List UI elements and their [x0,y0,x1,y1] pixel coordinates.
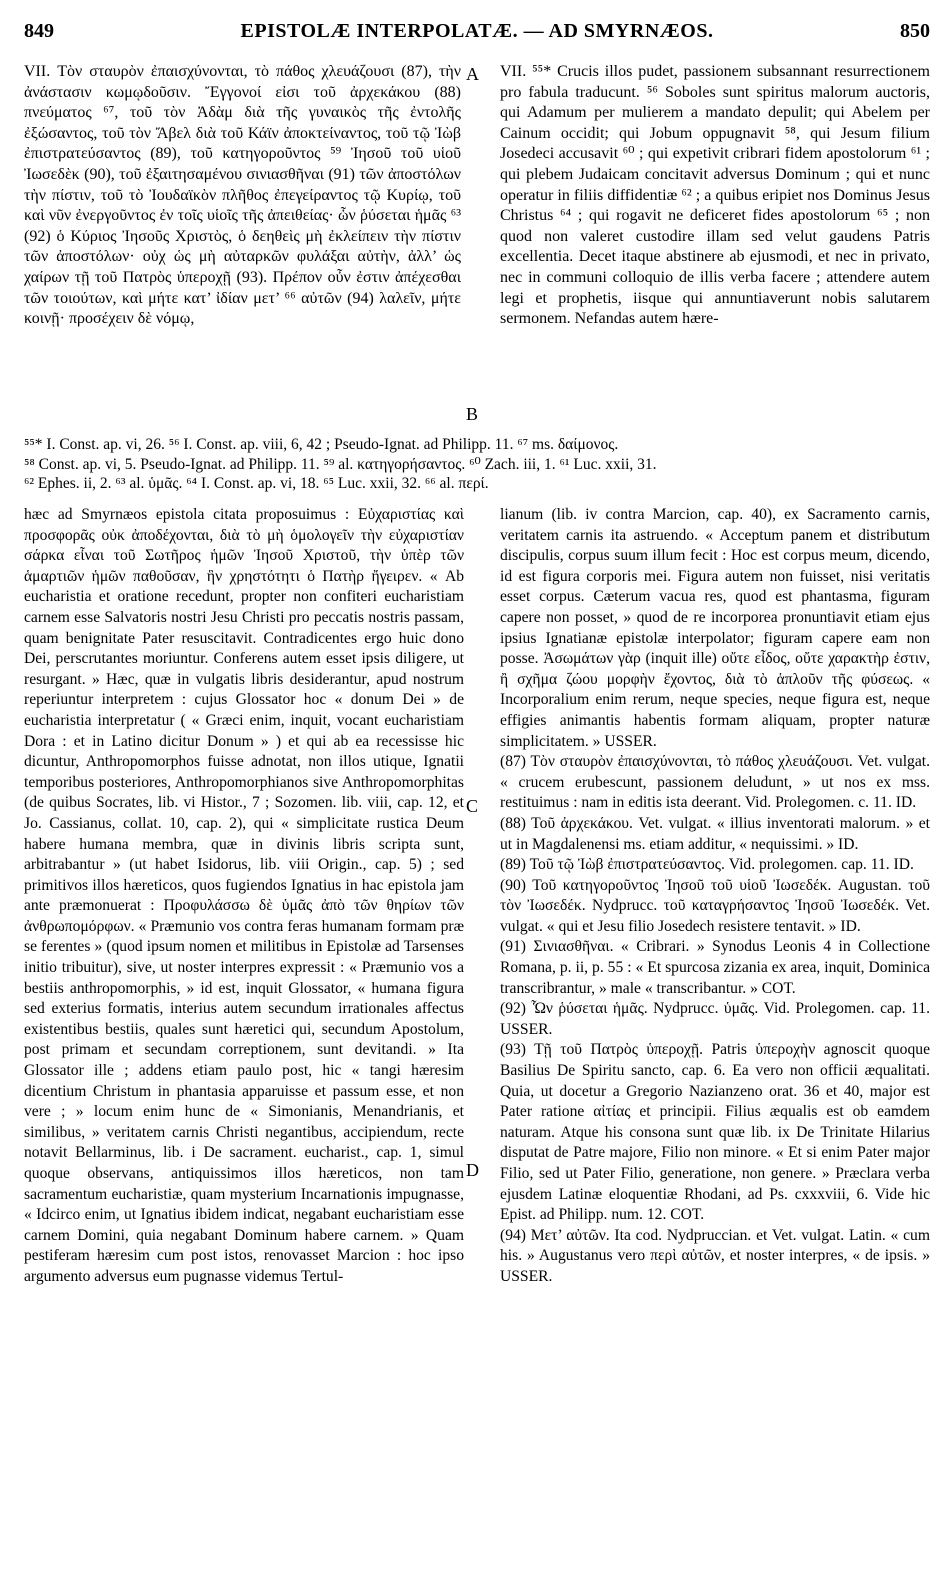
latin-text-column [500,62,930,330]
commentary-paragraph: lianum (lib. iv contra Marcion, cap. 40), ex Sacramento carnis, veritatem carnis ita astruendo. « Acceptum panem et distributum discipulis, corpus suum illum fecit : Hoc est corpus meum, dicendo, id est figura corporis mei. Figura autem non fuisset, nisi veritatis esset corpus. Cæterum vacua res, quod est phantasma, figuram capere non posset, » quod de re incorporea pronuntiavit etiam ejus ipsius Ignatianæ epistolæ interpolator; figuram capere eam non posse. Ἀσωμάτων γὰρ (inquit ille) οὔτε εἶδος, οὔτε χαρακτὴρ ἐστιν, ἢ σχῆμα ζώου μορφὴν ἔχοντος, διὰ τὸ ἁπλοῦν τῆς φύσεως. « Incorporalium enim rerum, neque species, neque figura est, neque effigies animantis habentis formam aliquam, propter naturæ simplicitatem. » USSER. [500,506,930,750]
commentary-paragraph: (88) Τοῦ ἀρχεκάκου. Vet. vulgat. « illius inventorati malorum. » et ut in Magdalenensi ms. etiam additur, « nequissimi. » ID. [500,814,930,853]
footnote-line: ⁵⁸ Const. ap. vi, 5. Pseudo-Ignat. ad Philipp. 11. ⁵⁹ al. κατηγορήσαντος. ⁶⁰ Zach. iii, 1. ⁶¹ Luc. xxii, 31. [24,455,657,473]
margin-marker-a: A [466,64,479,84]
greek-text-column [24,62,461,330]
latin-text: VII. ⁵⁵* Crucis illos pudet, passionem subsannant resurrectionem pro fabula traducunt. ⁵⁶ Soboles sunt spiritus malorum auctoris, qui Adamum per mulierem a mandato depulit; qui Abelem per Cainum occidit; qui Jobum oppugnavit ⁵⁸, qui Jesum filium Josedeci accusavit ⁶⁰ ; qui expetivit cribrari fidem apostolorum ⁶¹ ; qui plebem Judaicam concitavit adversus Dominum ; qui et nunc operatur in filiis diffidentiæ ⁶² ; a quibus eripiet nos Dominus Jesus Christus ⁶⁴ ; qui rogavit ne deficeret fides apostolorum ⁶⁵ ; non quod non valeret custodire illam sed velut gaudens Patris excellentia. Decet itaque abstinere ab ejusmodi, et nec in privato, nec in communi colloquio de illis verba facere ; attendere autem legi et prophetis, iisque qui annuntiaverunt nobis salutarem sermonem. Nefandas autem hære- [500,63,930,328]
left-page-number: 849 [24,20,54,42]
commentary-paragraph: hæc ad Smyrnæos epistola citata proposuimus : Εὐχαριστίας καὶ προσφορᾶς οὐκ ἀποδέχονται, διὰ τὸ μὴ ὁμολογεῖν τὴν εὐχαριστίαν σάρκα εἶναι τοῦ Σωτῆρος ἡμῶν Ἰησοῦ Χριστοῦ, τὴν ὑπὲρ τῶν ἁμαρτιῶν ἡμῶν παθοῦσαν, ἣν χρηστότητι ὁ Πατὴρ ἤγειρεν. « Ab eucharistia et oratione recedunt, propter non confiteri eucharistiam carnem esse Salvatoris nostri Jesu Christi pro peccatis nostris passam, quam benignitate Pater resuscitavit. Contradicentes ergo huic dono Dei, perscrutantes moriuntur. Conferens autem esset ipsis diligere, ut resurgant. » Hæc, quæ in vulgatis libris desiderantur, apud nostrum reperiuntur interpretem : cujus Glossator hoc « donum Dei » de eucharistia interpretatur ( « Græci enim, inquit, vocant eucharistiam Dora : et in Latino dicitur Donum » ) et qui ab ea recessisse hic dicuntur, Anthropomorphos fuisse adnotat, non illos utique, Ignatii temporibus posteriores, Anthropomorphianos sive Anthropomorphitas (de quibus Socrates, lib. vi Histor., 7 ; Sozomen. lib. viii, cap. 12, et Jo. Cassianus, collat. 10, cap. 2), qui « simplicitate rustica Deum habere humana membra, quæ in divinis libris scripta sunt, arbitrabantur » (ut habet Isidorus, lib. viii Origin., cap. 5) ; sed primitivos illos hæreticos, quos fugiendos Ignatius in hac epistola jam ante præmonuerat : Προφυλάσσω δὲ ὑμᾶς ἀπὸ τῶν θηρίων τῶν ἀνθρωπομόρφων. « Præmunio vos contra feras humanam formam præ se ferentes » (quod ipsum nomen et militibus in Epistolæ ad Tarsenses initio tribuitur), sive, ut noster interpres expressit : « Præmunio vos a bestiis anthropomorphis, » id est, inquit Glossator, « humana figura sed exterius formatis, interius autem secundum irrationales affectus existentibus bestiis, quales sunt hæretici qui, secundum Apostolum, post primam et secundam correptionem, sunt devitandi. » Ita Glossator ille ; addens etiam paulo post, hic « tangi hæresim dicentium Christum in phantasia apparuisse et passum esse, et non vere ; » locum enim hunc de « Simonianis, Menandrianis, et similibus, » veritatem carnis Christi negantibus, accipiendum, recte notavit Bellarminus, lib. i De sacrament. eucharist., cap. 1, simul quoque observans, antiquissimos illos hæreticos, non tam sacramentum eucharistiæ, quam mysterium Incarnationis impugnasse, « Idcirco enim, ut Ignatius ibidem indicat, negabant eucharistiam esse carnem Domini, quia negabant Dominum habere carnem. » Quam pestiferam hæresim cum post istos, renovasset Marcion : hoc ipso argumento adversus eum pugnasse videmus Tertul- [24,506,464,1285]
footnotes [24,435,930,494]
margin-marker-c: C [466,796,479,816]
commentary-paragraph: (89) Τοῦ τῷ Ἰὼβ ἐπιστρατεύσαντος. Vid. prolegomen. cap. 11. ID. [500,856,914,874]
running-title: EPISTOLÆ INTERPOLATÆ. — AD SMYRNÆOS. [240,20,714,42]
running-header [24,14,930,48]
commentary-paragraph: (91) Σινιασθῆναι. « Cribrari. » Synodus Leonis 4 in Collectione Romana, p. ii, p. 55 : « Et spurcosa zizania ex area, inquit, Dominica transcribrantur, » male « transcribantur. » COT. [500,938,930,997]
margin-marker-d: D [466,1160,479,1180]
commentary-paragraph: (93) Τῇ τοῦ Πατρὸς ὑπεροχῇ. Patris ὑπεροχὴν agnoscit quoque Basilius De Spiritu sancto, cap. 6. Ea vero non officii æqualitati. Quia, ut docetur a Gregorio Nazianzeno orat. 36 et 40, major est Pater ratione αἰτίας et principii. Filius æqualis est ob eamdem naturam. Atque his consona sunt quæ lib. ix De Trinitate Hilarius disputat de Patre majore, Filio non minore. « Et si enim Pater major Filio, sed ut Pater Filio, generatione, non genere. » Præclara verba ejusdem Latinæ eloquentiæ Rhodani, ad Ps. cxxxviii, 6. Vide hic Epist. ad Philipp. num. 12. COT. [500,1041,930,1224]
right-page-number: 850 [900,20,930,42]
commentary-paragraph: (92) Ὧν ῥύσεται ἡμᾶς. Nydprucc. ὑμᾶς. Vid. Prolegomen. cap. 11. USSER. [500,1000,930,1038]
greek-text: VII. Τὸν σταυρὸν ἐπαισχύνονται, τὸ πάθος χλευάζουσι (87), τὴν ἀνάστασιν κωμῳδοῦσιν. Ἔγγονοί εἰσι τοῦ ἀρχεκάκου (88) πνεύματος ⁶⁷, τοῦ τὸν Ἀδὰμ διὰ τῆς γυναικὸς τῆς ἐντολῆς ἐξώσαντος, τοῦ τὸν Ἄβελ διὰ τοῦ Κάϊν ἀποκτείναντος, τοῦ τῷ Ἰὼβ ἐπιστρατεύσαντος (89), τοῦ κατηγοροῦντος ⁵⁹ Ἰησοῦ τοῦ υἱοῦ Ἰωσεδὲκ (90), τοῦ ἐξαιτησαμένου σινιασθῆναι (91) τῶν ἀποστόλων τὴν πίστιν, τοῦ τὸ Ἰουδαϊκὸν πλῆθος ἐπεγείραντος τῷ Κυρίῳ, τοῦ καὶ νῦν ἐνεργοῦντος ἐν τοῖς υἱοῖς τῆς ἀπειθείας· ὧν ῥύσεται ἡμᾶς ⁶³ (92) ὁ Κύριος Ἰησοῦς Χριστὸς, ὁ δεηθεὶς μὴ ἐκλείπειν τὴν πίστιν τῶν ἀποστόλων· οὐχ ὡς μὴ αὐταρκῶν φυλάξαι αὐτὴν, ἀλλ’ ὡς χαίρων τῇ τοῦ Πατρὸς ὑπεροχῇ (93). Πρέπον οὖν ἐστιν ἀπέχεσθαι τῶν τοιούτων, καὶ μήτε κατ’ ἰδίαν μετ’ ⁶⁶ αὐτῶν (94) λαλεῖν, μήτε κοινῇ· προσέχειν δὲ νόμῳ, [24,63,461,328]
footnote-line: ⁶² Ephes. ii, 2. ⁶³ al. ὑμᾶς. ⁶⁴ I. Const. ap. vi, 18. ⁶⁵ Luc. xxii, 32. ⁶⁶ al. περί. [24,475,489,492]
commentary-right-column [500,505,930,1288]
margin-marker-b: B [466,404,479,424]
footnote-line: ⁵⁵* I. Const. ap. vi, 26. ⁵⁶ I. Const. ap. viii, 6, 42 ; Pseudo-Ignat. ad Philipp. 11. ⁶⁷ ms. δαίμονος. [24,436,619,453]
commentary-paragraph: (87) Τὸν σταυρὸν ἐπαισχύνονται, τὸ πάθος χλευάζουσι. Vet. vulgat. « crucem erubescunt, passionem deludunt, » ut nos ex mss. restituimus : nam in editis ista deerant. Vid. Prolegomen. c. 11. ID. [500,753,930,812]
commentary-paragraph: (90) Τοῦ κατηγοροῦντος Ἰησοῦ τοῦ υἱοῦ Ἰωσεδέκ. Augustan. τοῦ τὸν Ἰωσεδέκ. Nydprucc. τοῦ καταγρήσαντος Ἰησοῦ Ἰωσεδέκ. Vet. vulgat. « qui et Jesu filio Josedech resistere tentavit. » ID. [500,876,930,935]
commentary-left-column [24,505,464,1288]
commentary-paragraph: (94) Μετ’ αὐτῶν. Ita cod. Nydpruccian. et Vet. vulgat. Latin. « cum his. » Augustanus vero περὶ αὐτῶν, et noster interpres, « de ipsis. » USSER. [500,1226,930,1285]
